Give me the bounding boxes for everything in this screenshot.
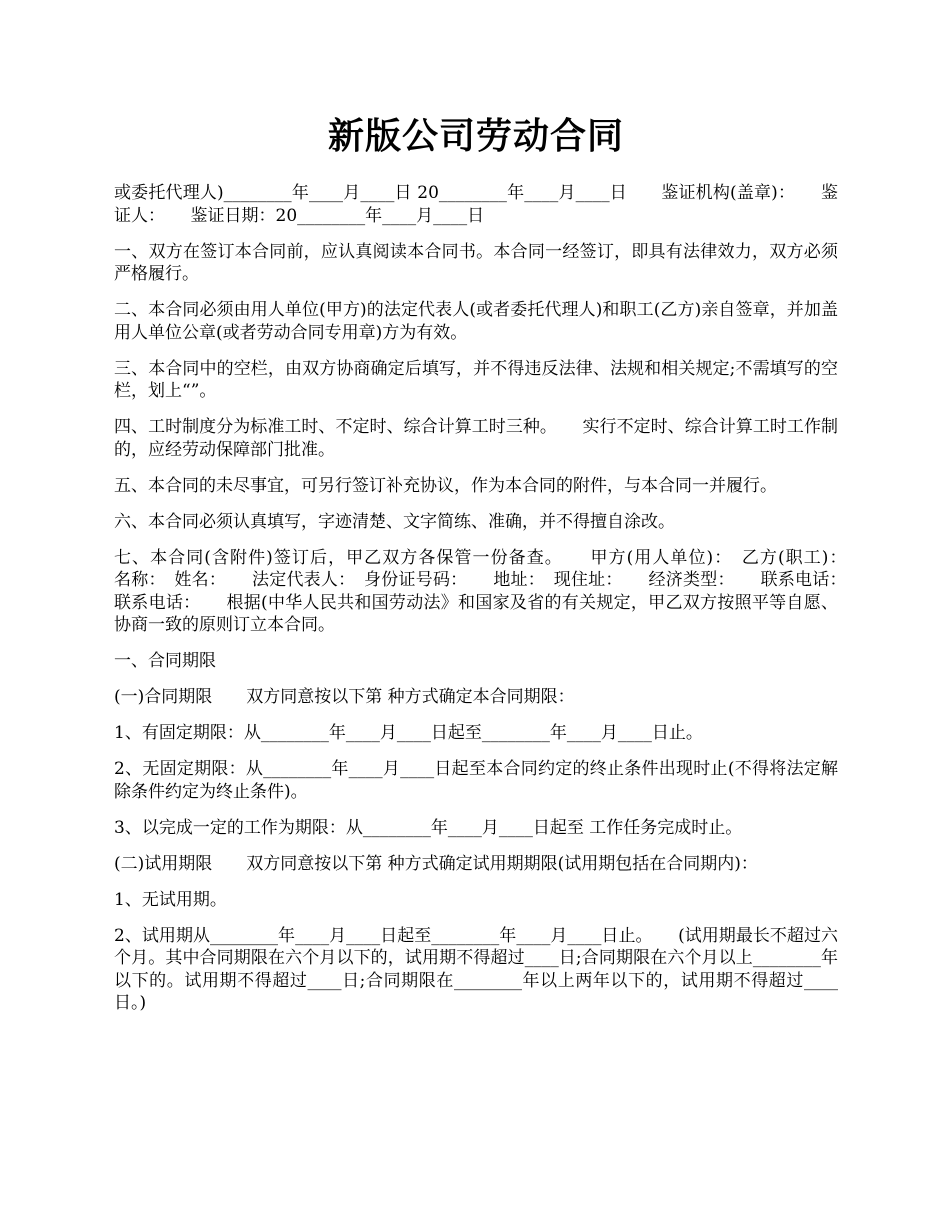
paragraph-contract-term: (一)合同期限 双方同意按以下第 种方式确定本合同期限： xyxy=(114,687,575,707)
paragraph-note-7-parties: 七、本合同(含附件)签订后，甲乙双方各保管一份备查。 甲方(用人单位)： 乙方(职工)： 名称： 姓名： 法定代表人： 身份证号码： 地址： 现住址： 经济类型： 联系电话： 联系电话： 根据(中华人民共和国劳动法》和国家及省的有关规定，甲乙双方按照平等自愿、协商一致的原则订立本合同。 xyxy=(114,547,872,635)
paragraph-note-4: 四、工时制度分为标准工时、不定时、综合计算工时三种。 实行不定时、综合计算工时工作制的，应经劳动保障部门批准。 xyxy=(114,417,838,460)
paragraph-note-1: 一、双方在签订本合同前，应认真阅读本合同书。本合同一经签订，即具有法律效力，双方必须严格履行。 xyxy=(114,241,838,284)
paragraph-note-5: 五、本合同的未尽事宜，可另行签订补充协议，作为本合同的附件，与本合同一并履行。 xyxy=(114,475,777,496)
paragraph-fixed-term: 1、有固定期限：从________年____月____日起至________年____月____日止。 xyxy=(114,723,703,743)
document-title: 新版公司劳动合同 xyxy=(327,115,624,157)
paragraph-open-term: 2、无固定期限：从________年____月____日起至本合同约定的终止条件出现时止(不得将法定解除条件约定为终止条件)。 xyxy=(114,759,838,802)
paragraph-signature-dates: 或委托代理人)________年____月____日 20________年____月____日 鉴证机构(盖章)： 鉴证人： 鉴证日期：20________年____月____日 xyxy=(114,183,838,226)
section-heading-contract-term: 一、合同期限 xyxy=(114,651,216,671)
paragraph-probation-term: (二)试用期限 双方同意按以下第 种方式确定试用期期限(试用期包括在合同期内)： xyxy=(114,853,758,874)
paragraph-note-6: 六、本合同必须认真填写，字迹清楚、文字简练、准确，并不得擅自涂改。 xyxy=(114,511,675,532)
paragraph-task-term: 3、以完成一定的工作为期限：从________年____月____日起至 工作任务完成时止。 xyxy=(114,817,743,838)
paragraph-no-probation: 1、无试用期。 xyxy=(114,889,227,910)
paragraph-probation-period: 2、试用期从________年____月____日起至________年____月____日止。 (试用期最长不超过六个月。其中合同期限在六个月以下的，试用期不得超过____日;合同期限在六个月以上________年以下的。试用期不得超过____日;合同期限在________年以上两年以下的，试用期不得超过____日。) xyxy=(114,925,838,1013)
paragraph-note-2: 二、本合同必须由用人单位(甲方)的法定代表人(或者委托代理人)和职工(乙方)亲自签章，并加盖用人单位公章(或者劳动合同专用章)方为有效。 xyxy=(114,300,838,343)
paragraph-note-3: 三、本合同中的空栏，由双方协商确定后填写，并不得违反法律、法规和相关规定;不需填写的空栏，划上“”。 xyxy=(114,358,838,401)
